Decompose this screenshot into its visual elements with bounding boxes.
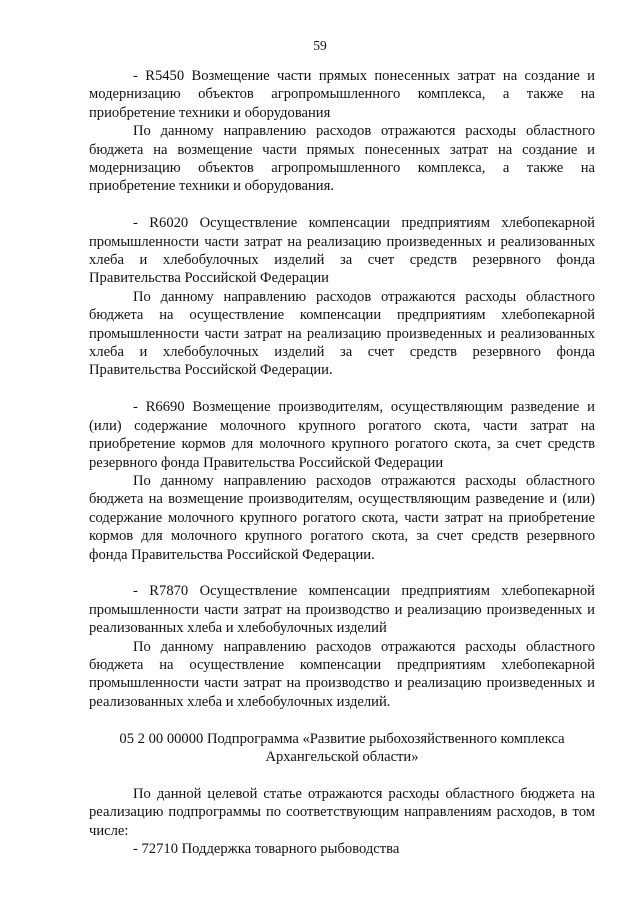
subprogram-heading bbox=[89, 730, 595, 767]
expense-item-72710: - 72710 Поддержка товарного рыбоводства bbox=[133, 840, 400, 857]
expense-description-r7870: По данному направлению расходов отражаются расходы областного бюджета на осуществление компенсации предприятиям хлебопекарной промышленности части затрат на производство и реализацию произведенных и реализованных хлеба и хлебобулочных изделий. bbox=[89, 638, 595, 710]
expense-item-r6020: - R6020 Осуществление компенсации предприятиям хлебопекарной промышленности части затрат на реализацию произведенных и реализованных хлеба и хлебобулочных изделий за счет средств резервного фонда Правительства Российской Федерации bbox=[89, 215, 595, 287]
subprogram-intro: По данной целевой статье отражаются расходы областного бюджета на реализацию подпрограммы по соответствующим направлениям расходов, в том числе: bbox=[89, 785, 595, 839]
subprogram-heading-line2: Архангельской области» bbox=[265, 748, 419, 765]
expense-description-r5450: По данному направлению расходов отражаются расходы областного бюджета на возмещение части прямых понесенных затрат на создание и модернизацию объектов агропромышленного комплекса, а также на приобретение техники и оборудования. bbox=[89, 123, 595, 195]
expense-description-r6020: По данному направлению расходов отражаются расходы областного бюджета на осуществление компенсации предприятиям хлебопекарной промышленности части затрат на реализацию произведенных и реализованных хлеба и хлебобулочных изделий за счет средств резервного фонда Правительства Российской Федерации. bbox=[89, 288, 595, 379]
expense-item-r6690: - R6690 Возмещение производителям, осуществляющим разведение и (или) содержание молочного крупного рогатого скота, части затрат на приобретение кормов для молочного крупного рогатого скота, за счет средств резервного фонда Правительства Российской Федерации bbox=[89, 399, 595, 471]
page-number: 59 bbox=[313, 38, 327, 53]
expense-description-r6690: По данному направлению расходов отражаются расходы областного бюджета на возмещение производителям, осуществляющим разведение и (или) содержание молочного крупного рогатого скота, части затрат на приобретение кормов для молочного крупного рогатого скота, за счет средств резервного фонда Правительства Российской Федерации. bbox=[89, 472, 595, 563]
expense-item-r7870: - R7870 Осуществление компенсации предприятиям хлебопекарной промышленности части затрат на производство и реализацию произведенных и реализованных хлеба и хлебобулочных изделий bbox=[89, 583, 595, 637]
subprogram-heading-line1: 05 2 00 00000 Подпрограмма «Развитие рыбохозяйственного комплекса bbox=[119, 730, 565, 747]
document-body bbox=[89, 67, 595, 858]
expense-item-r5450: - R5450 Возмещение части прямых понесенных затрат на создание и модернизацию объектов агропромышленного комплекса, а также на приобретение техники и оборудования bbox=[89, 68, 595, 121]
